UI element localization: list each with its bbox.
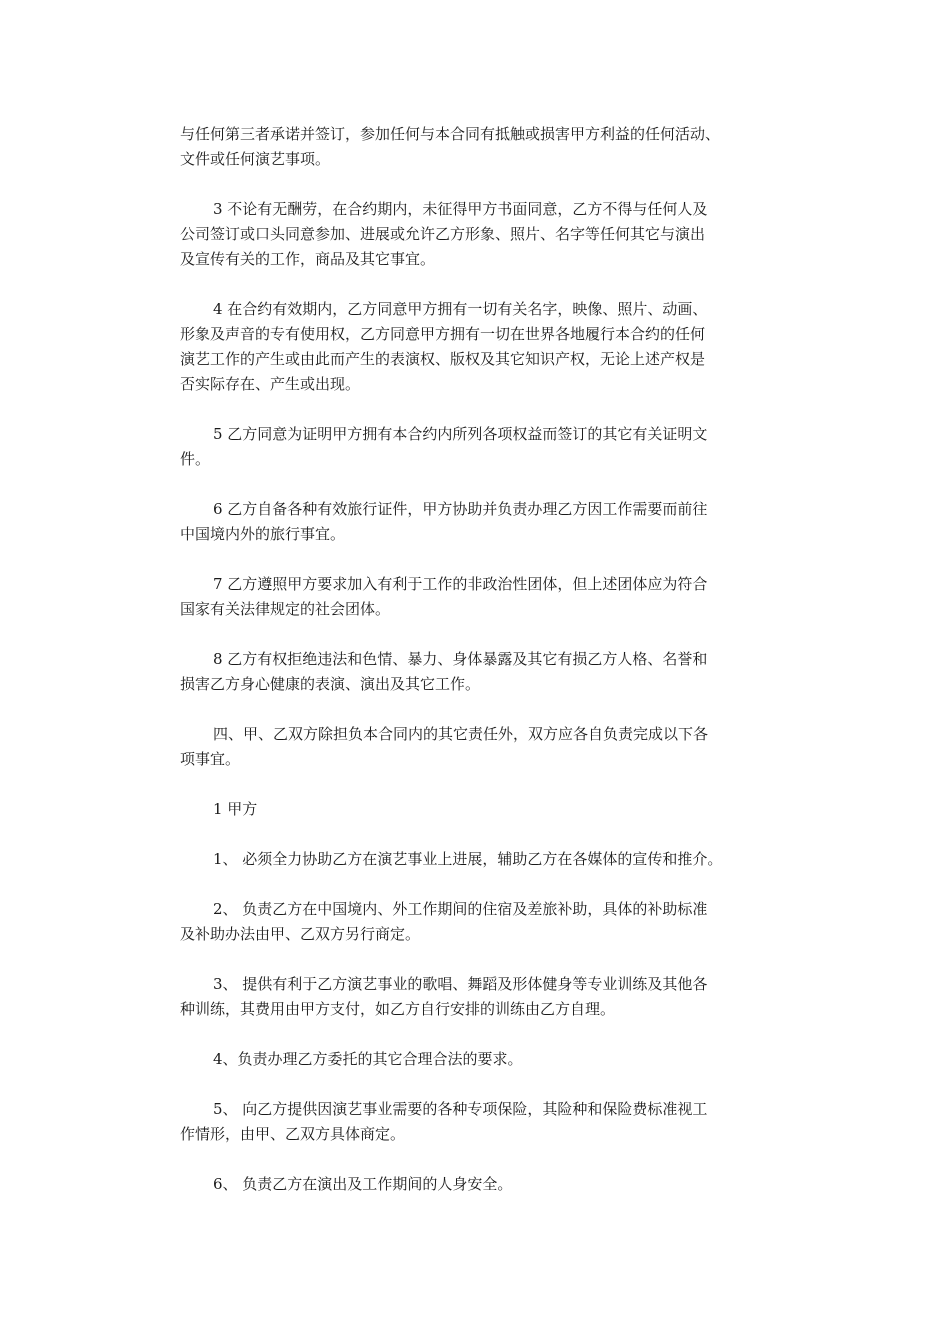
text-line: 6、 负责乙方在演出及工作期间的人身安全。 [213, 1175, 513, 1193]
document-page [180, 122, 780, 1222]
text-line: 3、 提供有利于乙方演艺事业的歌唱、舞蹈及形体健身等专业训练及其他各 [213, 975, 708, 993]
paragraph-party-a-heading [180, 797, 780, 822]
paragraph-clause-3 [180, 197, 780, 272]
text-line: 6 乙方自备各种有效旅行证件，甲方协助并负责办理乙方因工作需要而前往 [213, 500, 708, 518]
text-line: 作情形，由甲、乙双方具体商定。 [180, 1125, 406, 1143]
paragraph-clause-8 [180, 647, 780, 697]
paragraph-clause-5 [180, 422, 780, 472]
paragraph-item-2 [180, 897, 780, 947]
paragraph-item-1 [180, 847, 780, 872]
paragraph-item-6 [180, 1172, 780, 1197]
paragraph-item-5 [180, 1097, 780, 1147]
text-line: 国家有关法律规定的社会团体。 [180, 600, 391, 618]
text-line: 项事宜。 [180, 750, 241, 768]
paragraph-section-4 [180, 722, 780, 772]
text-line: 形象及声音的专有使用权，乙方同意甲方拥有一切在世界各地履行本合约的任何 [180, 325, 706, 343]
text-line: 及补助办法由甲、乙双方另行商定。 [180, 925, 421, 943]
text-line: 1 甲方 [213, 800, 258, 818]
text-line: 种训练，其费用由甲方支付，如乙方自行安排的训练由乙方自理。 [180, 1000, 616, 1018]
text-line: 4 在合约有效期内，乙方同意甲方拥有一切有关名字，映像、照片、动画、 [213, 300, 708, 318]
text-line: 4、负责办理乙方委托的其它合理合法的要求。 [213, 1050, 523, 1068]
paragraph-clause-4 [180, 297, 780, 397]
text-line: 公司签订或口头同意参加、进展或允许乙方形象、照片、名字等任何其它与演出 [180, 225, 706, 243]
text-line: 5、 向乙方提供因演艺事业需要的各种专项保险，其险种和保险费标准视工 [213, 1100, 708, 1118]
text-line: 四、甲、乙双方除担负本合同内的其它责任外，双方应各自负责完成以下各 [213, 725, 709, 743]
text-line: 与任何第三者承诺并签订，参加任何与本合同有抵触或损害甲方利益的任何活动、 [180, 125, 721, 143]
text-line: 5 乙方同意为证明甲方拥有本合约内所列各项权益而签订的其它有关证明文 [213, 425, 708, 443]
text-line: 文件或任何演艺事项。 [180, 150, 331, 168]
text-line: 否实际存在、产生或出现。 [180, 375, 361, 393]
text-line: 2、 负责乙方在中国境内、外工作期间的住宿及差旅补助，具体的补助标准 [213, 900, 708, 918]
text-line: 件。 [180, 450, 211, 468]
paragraph-item-4 [180, 1047, 780, 1072]
text-line: 损害乙方身心健康的表演、演出及其它工作。 [180, 675, 481, 693]
text-line: 3 不论有无酬劳，在合约期内，未征得甲方书面同意，乙方不得与任何人及 [213, 200, 708, 218]
paragraph-clause-7 [180, 572, 780, 622]
text-line: 及宣传有关的工作，商品及其它事宜。 [180, 250, 436, 268]
paragraph-item-3 [180, 972, 780, 1022]
text-line: 中国境内外的旅行事宜。 [180, 525, 346, 543]
text-line: 7 乙方遵照甲方要求加入有利于工作的非政治性团体，但上述团体应为符合 [213, 575, 708, 593]
text-line: 1、 必须全力协助乙方在演艺事业上进展，辅助乙方在各媒体的宣传和推介。 [213, 850, 723, 868]
paragraph-clause-6 [180, 497, 780, 547]
text-line: 演艺工作的产生或由此而产生的表演权、版权及其它知识产权，无论上述产权是 [180, 350, 706, 368]
paragraph-continuation [180, 122, 780, 172]
text-line: 8 乙方有权拒绝违法和色情、暴力、身体暴露及其它有损乙方人格、名誉和 [213, 650, 708, 668]
